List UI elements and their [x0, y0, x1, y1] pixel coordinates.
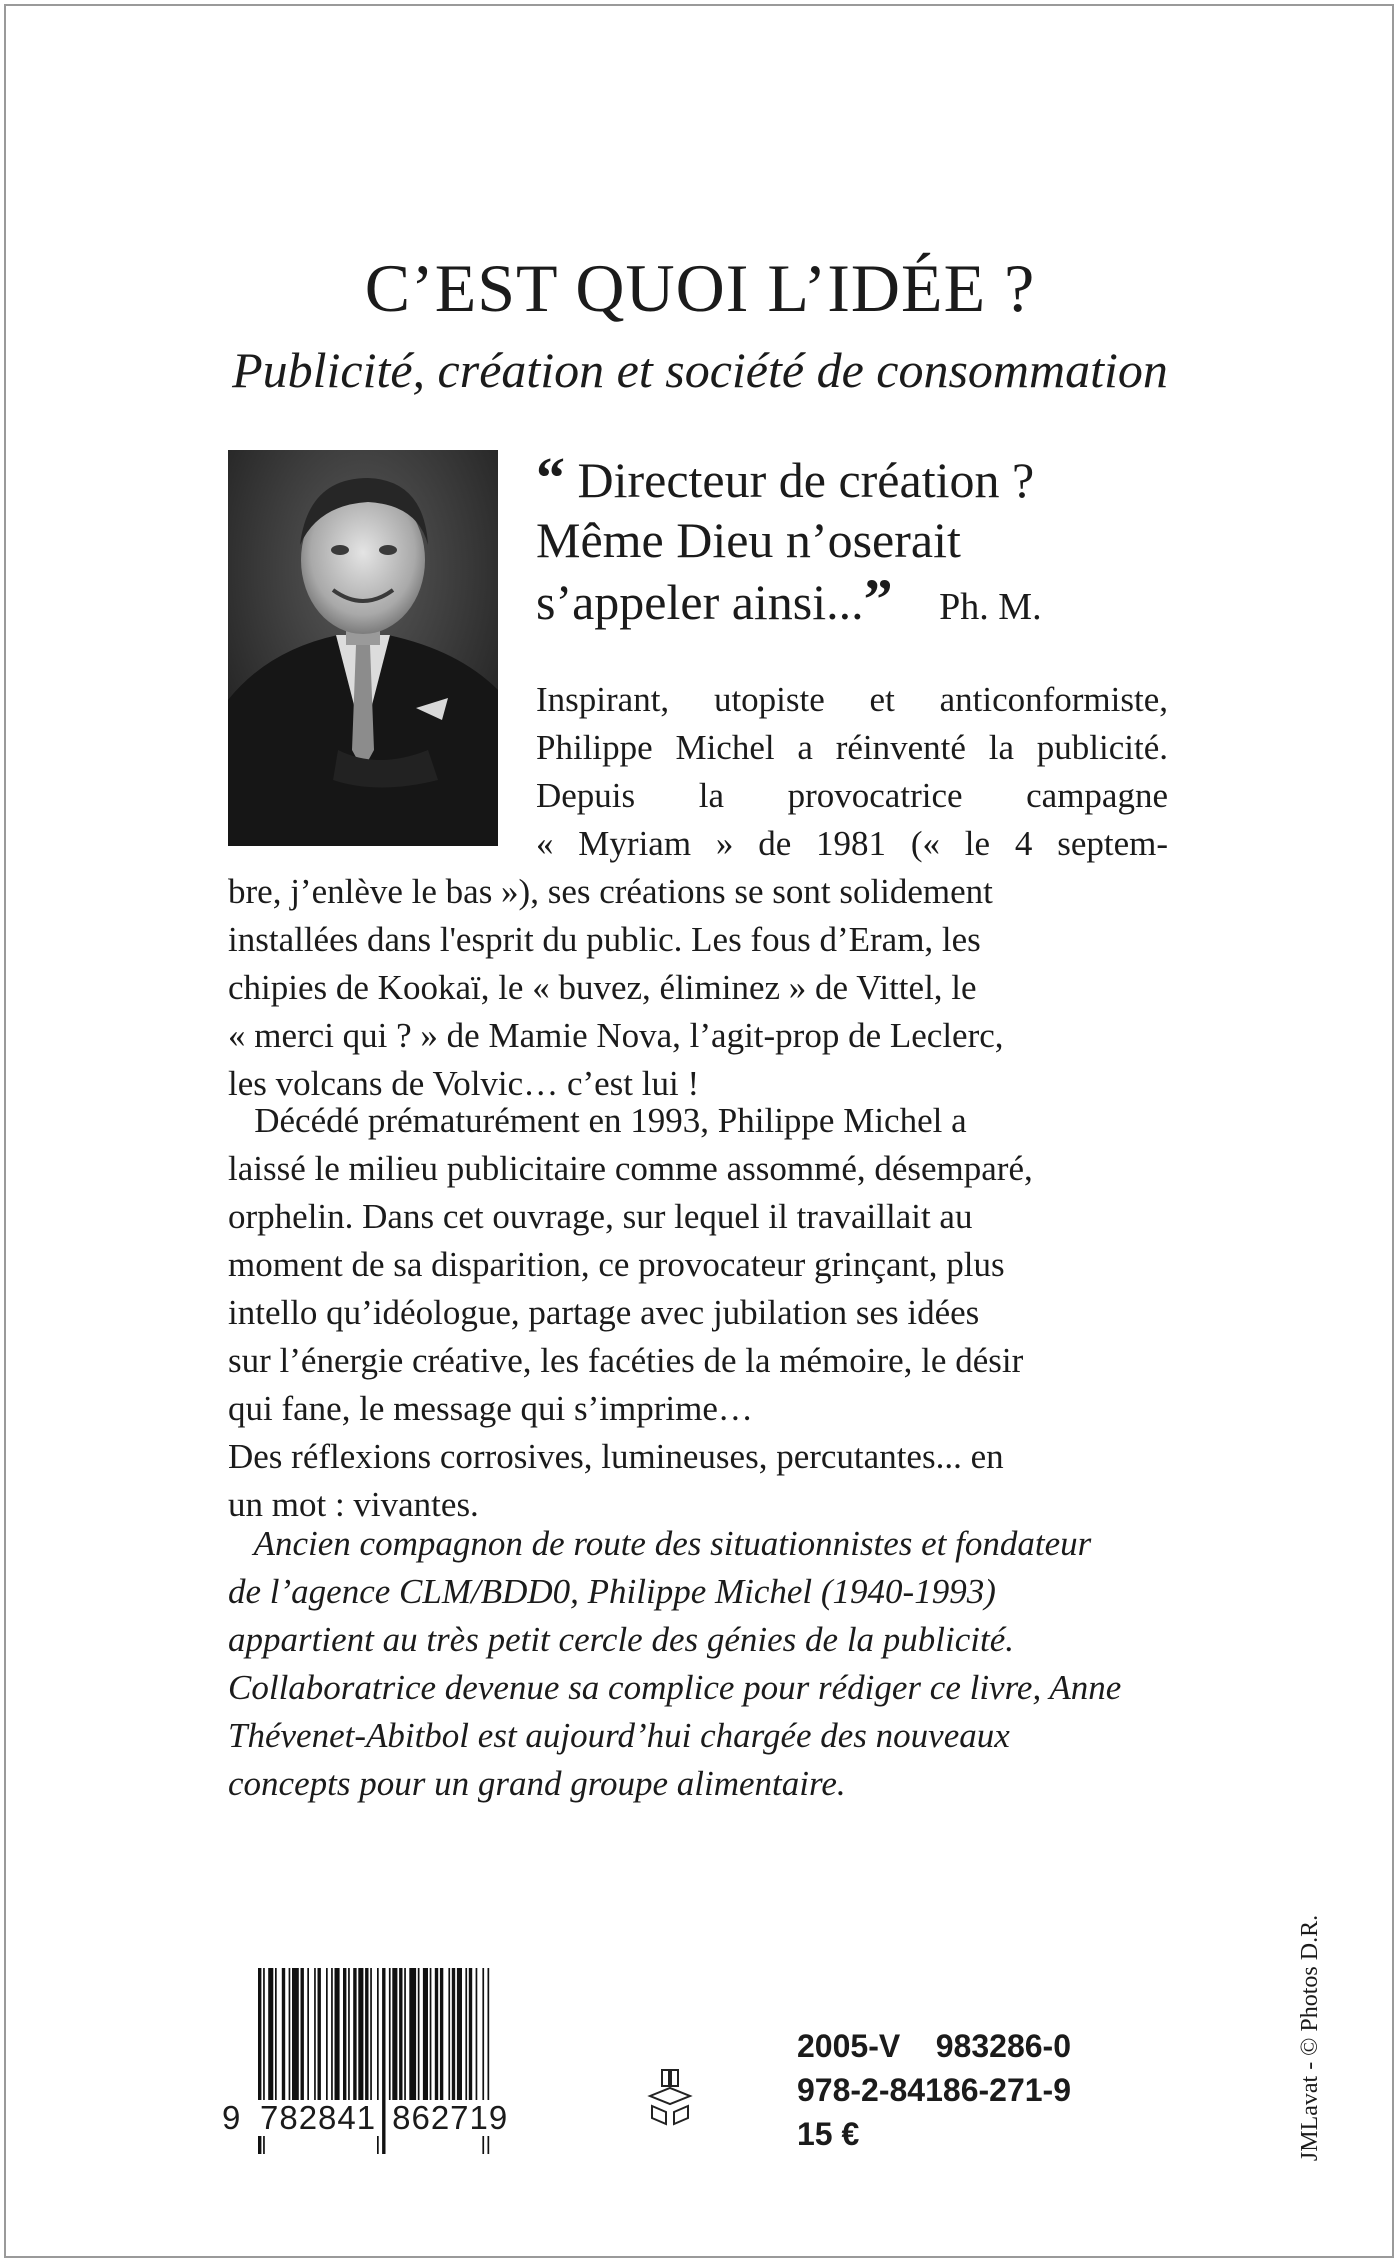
text-line: Depuis la provocatrice campagne — [536, 776, 1168, 815]
author-bio — [228, 1520, 1168, 1808]
text-line: chipies de Kookaï, le « buvez, éliminez » de Vittel, le — [228, 968, 977, 1007]
book-title: C’EST QUOI L’IDÉE ? — [364, 250, 1036, 326]
text-line: intello qu’idéologue, partage avec jubilation ses idées — [228, 1293, 980, 1332]
photo-credit: JMLavat - © Photos D.R. — [1297, 1914, 1323, 2162]
quote-open-mark: “ — [536, 445, 565, 510]
text-line: Inspirant, utopiste et anticonformiste, — [536, 680, 1168, 719]
publisher-logo-icon — [646, 2066, 694, 2130]
credit-area — [1290, 1838, 1330, 2238]
blurb-paragraph-2 — [228, 1097, 1168, 1529]
text-line: Des réflexions corrosives, lumineuses, percutantes... en — [228, 1437, 1004, 1476]
barcode-digit-first: 9 — [222, 2100, 250, 2136]
text-line: un mot : vivantes. — [228, 1485, 479, 1524]
text-line: orphelin. Dans cet ouvrage, sur lequel il travaillait au — [228, 1197, 973, 1236]
text-line: sur l’énergie créative, les facéties de la mémoire, le désir — [228, 1341, 1024, 1380]
quote-line: s’appeler ainsi... — [536, 574, 864, 630]
reference-number: 2005-V 983286-0 — [797, 2028, 1071, 2064]
text-line: bre, j’enlève le bas »), ses créations se sont solidement — [228, 872, 993, 911]
author-quote — [536, 445, 1176, 637]
quote-close-mark: ” — [863, 567, 893, 632]
isbn: 978-2-84186-271-9 — [797, 2072, 1071, 2108]
text-line: Décédé prématurément en 1993, Philippe Michel a — [228, 1101, 967, 1140]
text-line: concepts pour un grand groupe alimentaire. — [228, 1764, 846, 1803]
text-line: « merci qui ? » de Mamie Nova, l’agit-prop de Leclerc, — [228, 1016, 1004, 1055]
text-line: Philippe Michel a réinventé la publicité. — [536, 728, 1168, 767]
text-line: installées dans l'esprit du public. Les fous d’Eram, les — [228, 920, 981, 959]
text-line: Ancien compagnon de route des situationnistes et fondateur — [228, 1524, 1092, 1563]
text-line: laissé le milieu publicitaire comme assommé, désemparé, — [228, 1149, 1033, 1188]
book-subtitle: Publicité, création et société de consommation — [232, 342, 1168, 398]
text-line: « Myriam » de 1981 (« le 4 septem- — [536, 824, 1168, 863]
text-line: moment de sa disparition, ce provocateur grinçant, plus — [228, 1245, 1005, 1284]
book-info — [797, 2024, 1071, 2156]
quote-line: Directeur de création ? — [577, 452, 1035, 508]
text-line: Thévenet-Abitbol est aujourd’hui chargée des nouveaux — [228, 1716, 1010, 1755]
text-line: qui fane, le message qui s’imprime… — [228, 1389, 753, 1428]
barcode-digits-left: 782841 — [256, 2100, 380, 2136]
barcode-digits-right: 862719 — [388, 2100, 512, 2136]
price: 15 € — [797, 2116, 860, 2152]
text-line: Collaboratrice devenue sa complice pour rédiger ce livre, Anne — [228, 1668, 1122, 1707]
blurb-paragraph-1 — [228, 676, 1168, 1108]
quote-author: Ph. M. — [939, 586, 1042, 628]
barcode-digits — [222, 2100, 544, 2136]
text-line: de l’agence CLM/BDD0, Philippe Michel (1940-1993) — [228, 1572, 996, 1611]
text-line: appartient au très petit cercle des génies de la publicité. — [228, 1620, 1015, 1659]
text-line: les volcans de Volvic… c’est lui ! — [228, 1064, 700, 1103]
quote-line: Même Dieu n’oserait — [536, 512, 961, 568]
